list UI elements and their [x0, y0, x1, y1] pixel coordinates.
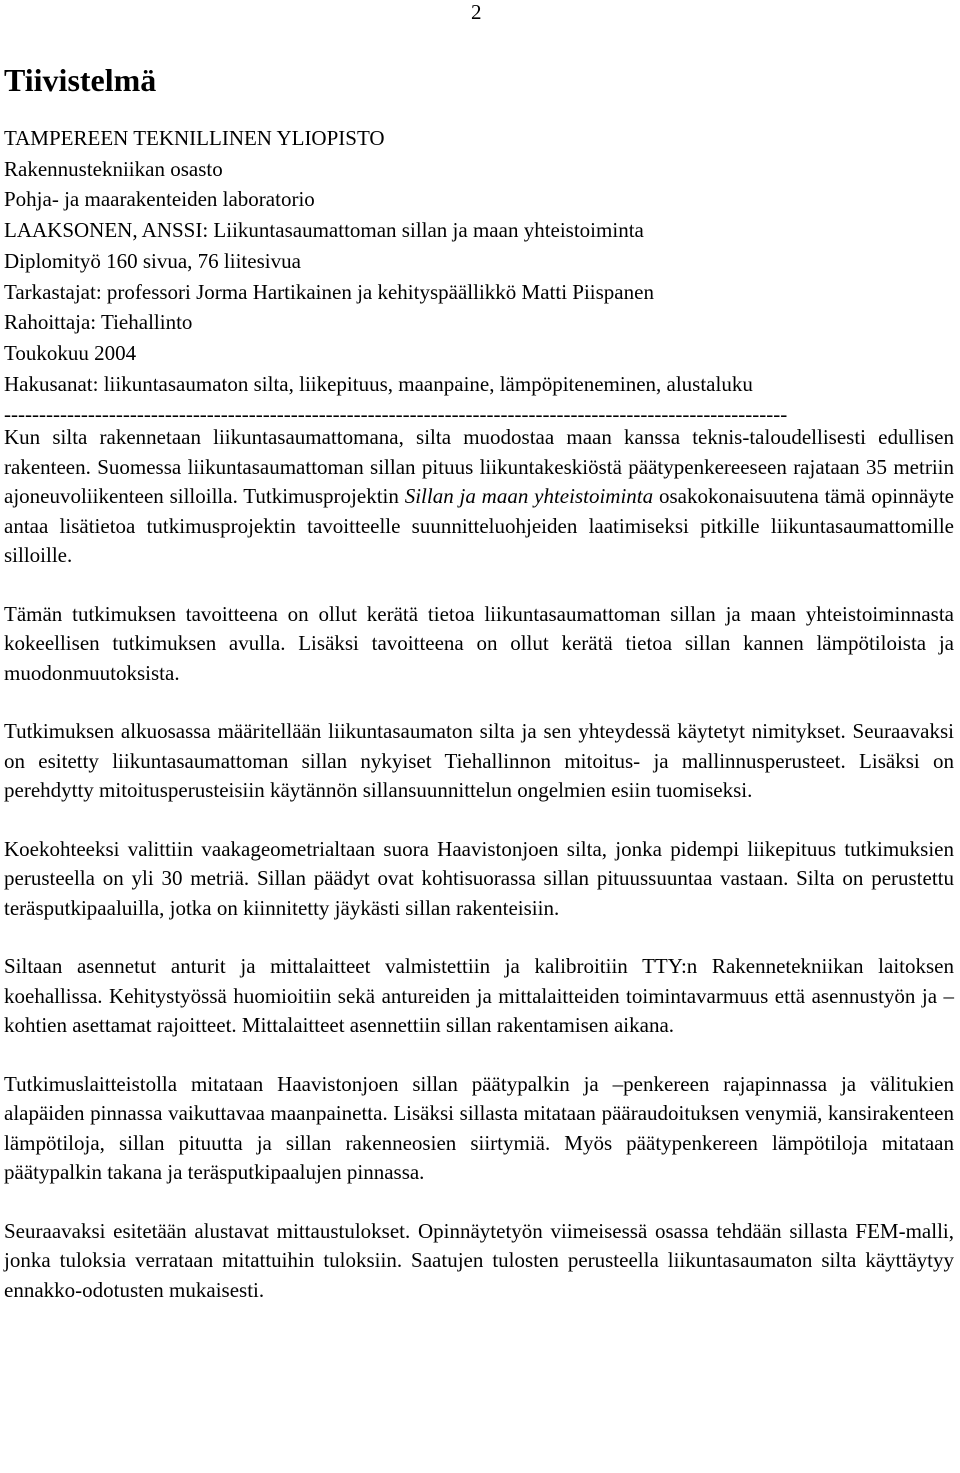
- university-line: TAMPEREEN TEKNILLINEN YLIOPISTO: [4, 126, 385, 150]
- separator-line: ----------------------------------------------------------------------------------------------------------------: [4, 402, 788, 427]
- abstract-paragraph-4: Koekohteeksi valittiin vaakageometrialtaan suora Haavistonjoen silta, jonka pidempi liikepituus tutkimuksien perusteella on yli 30 metriä. Sillan päädyt ovat kohtisuorassa sillan pituussuuntaa vastaan. Silta on perustettu teräsputkipaaluilla, jotka on kiinnitetty jäykästi sillan rakenteisiin.: [4, 836, 954, 920]
- laboratory-line: Pohja- ja maarakenteiden laboratorio: [4, 187, 315, 212]
- date-line: Toukokuu 2004: [4, 340, 137, 365]
- abstract-paragraph-6: Tutkimuslaitteistolla mitataan Haavistonjoen sillan päätypalkin ja –penkereen rajapinnassa ja välitukien alapäiden pinnassa vaikuttavaa maanpainetta. Lisäksi sillasta mitataan pääraudoituksen venymiä, kansirakenteen lämpötiloja, sillan pituutta ja sillan rakenneosien siirtymiä. Myös päätypenkereen lämpötiloja mitataan päätypalkin takana ja teräsputkipaalujen pinnassa.: [4, 1071, 954, 1184]
- keywords-line: Hakusanat: liikuntasaumaton silta, liikepituus, maanpaine, lämpöpiteneminen, alustaluku: [4, 371, 753, 396]
- paragraph-1-text-a: Kun silta rakennetaan liikuntasaumattomana, silta muodostaa maan kanssa teknis-taloudellisesti edullisen rakenteen. Suomessa liikuntasaumattoman sillan pituus liikuntakeskiöstä päätypenkereeseen rajataan 35 metriin ajoneuvoliikenteen silloilla. Tutkimusprojektin: [4, 425, 954, 508]
- abstract-paragraph-7: Seuraavaksi esitetään alustavat mittaustulokset. Opinnäytetyön viimeisessä osassa tehdään sillasta FEM-malli, jonka tuloksia verrataan mitattuihin tuloksiin. Saatujen tulosten perusteella liikuntasaumaton silta käyttäytyy ennakko-odotusten mukaisesti.: [4, 1218, 954, 1302]
- thesis-metadata: [4, 123, 954, 429]
- page-title: Tiivistelmä: [4, 62, 157, 98]
- abstract-paragraph-5: Siltaan asennetut anturit ja mittalaitteet valmistettiin ja kalibroitiin TTY:n Rakennetekniikan laitoksen koehallissa. Kehitystyössä huomioitiin sekä antureiden ja mittalaitteiden toimintavarmuus että asennustyön ja –kohtien asettamat rajoitteet. Mittalaitteet asennettiin sillan rakentamisen aikana.: [4, 954, 954, 1037]
- abstract-paragraph-1: [4, 423, 954, 571]
- page-number: 2: [471, 0, 482, 24]
- abstract-body: [4, 423, 954, 1334]
- department-line: Rakennustekniikan osasto: [4, 156, 223, 181]
- funder-line: Rahoittaja: Tiehallinto: [4, 310, 193, 335]
- author-title-line: LAAKSONEN, ANSSI: Liikuntasaumattoman sillan ja maan yhteistoiminta: [4, 218, 644, 243]
- abstract-paragraph-2: Tämän tutkimuksen tavoitteena on ollut kerätä tietoa liikuntasaumattoman sillan ja maan yhteistoiminnasta kokeellisen tutkimuksen avulla. Lisäksi tavoitteena on ollut kerätä tietoa sillan kannen lämpötiloista ja muodonmuutoksista.: [4, 601, 954, 685]
- page-count-line: Diplomityö 160 sivua, 76 liitesivua: [4, 248, 301, 273]
- project-name-italic: Sillan ja maan yhteistoiminta: [404, 484, 654, 508]
- paragraph-1-text-b: osakokonaisuutena tämä opinnäyte antaa lisätietoa tutkimusprojektin tavoitteelle suunnitteluohjeiden laatimiseksi pitkille liikuntasaumattomille silloille.: [4, 484, 955, 567]
- examiners-line: Tarkastajat: professori Jorma Hartikainen ja kehityspäällikkö Matti Piispanen: [4, 279, 654, 304]
- abstract-paragraph-3: Tutkimuksen alkuosassa määritellään liikuntasaumaton silta ja sen yhteydessä käytetyt nimitykset. Seuraavaksi on esitetty liikuntasaumattoman sillan nykyiset Tiehallinnon mitoitus- ja mallinnusperusteet. Lisäksi on perehdytty mitoitusperusteisiin käytännön sillansuunnittelun ongelmien esiin tuomiseksi.: [4, 719, 954, 802]
